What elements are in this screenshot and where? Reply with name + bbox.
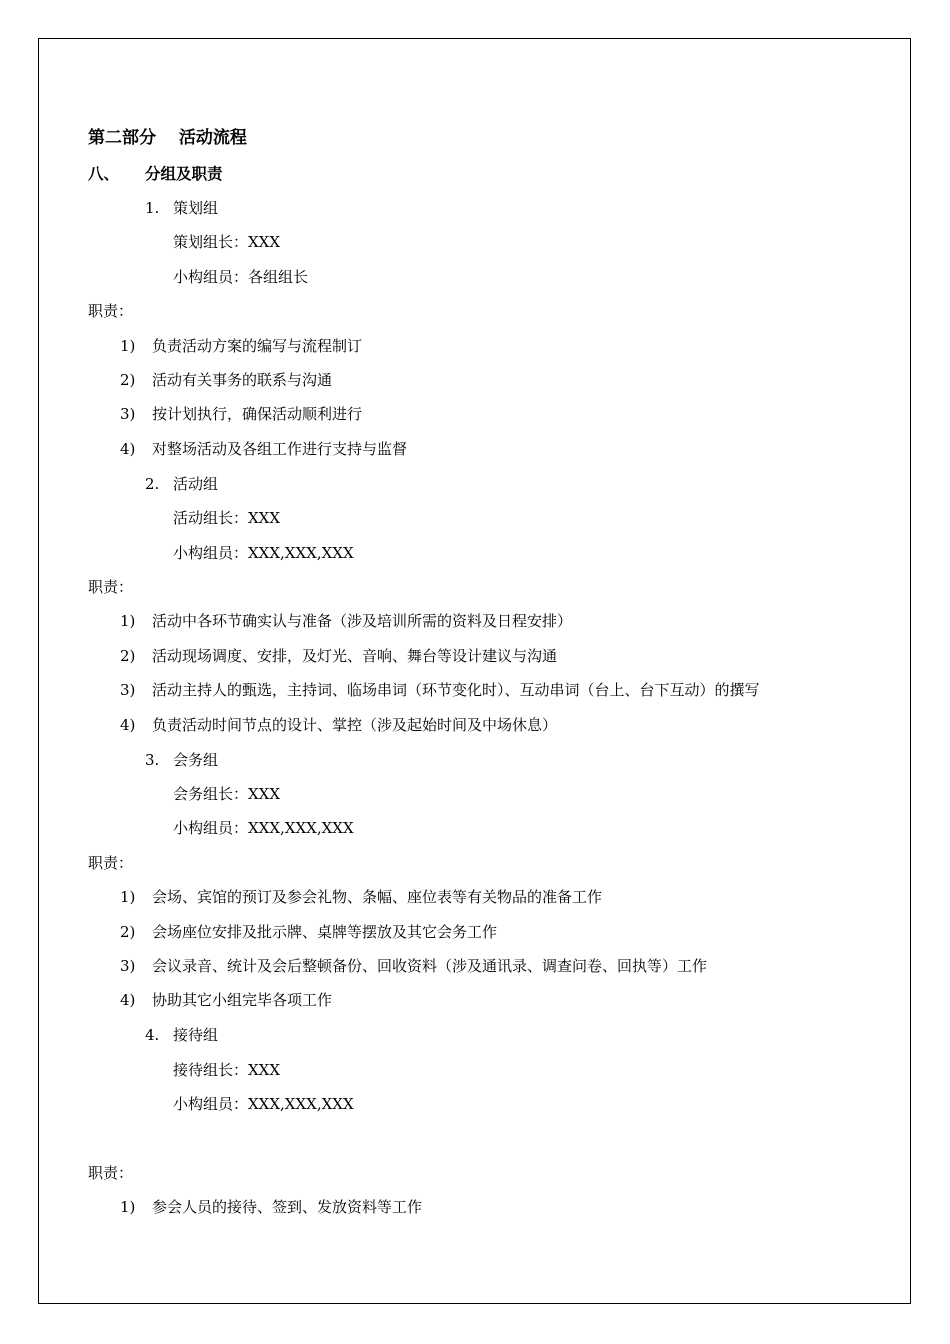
duty-item [120, 646, 557, 666]
duty-number: 1) [120, 337, 136, 355]
duty-text: 参会人员的接待、签到、发放资料等工作 [152, 1198, 423, 1216]
duty-item [120, 956, 707, 976]
group-members: 小构组员：XXX,XXX,XXX [173, 1095, 354, 1113]
group-heading [145, 198, 218, 218]
duty-text: 协助其它小组完毕各项工作 [152, 991, 333, 1009]
duty-text: 会场座位安排及批示牌、桌牌等摆放及其它会务工作 [152, 923, 498, 941]
duty-number: 2) [120, 923, 136, 941]
duty-text: 会议录音、统计及会后整顿备份、回收资料（涉及通讯录、调查问卷、回执等）工作 [152, 957, 708, 975]
group-name: 接待组 [173, 1026, 219, 1044]
duty-number: 4) [120, 440, 136, 458]
duty-item [120, 715, 557, 735]
duty-number: 2) [120, 371, 136, 389]
section-number: 八、 [88, 164, 120, 183]
duty-text: 按计划执行，确保活动顺利进行 [152, 405, 363, 423]
group-index: 4. [145, 1026, 160, 1044]
duty-item [120, 922, 497, 942]
group-members: 小构组员：XXX,XXX,XXX [173, 544, 354, 562]
group-name: 策划组 [173, 199, 219, 217]
duty-item [120, 887, 602, 907]
group-name: 会务组 [173, 751, 219, 769]
duty-item [120, 336, 362, 356]
duty-item [120, 611, 572, 631]
duty-number: 3) [120, 405, 136, 423]
duty-text: 活动有关事务的联系与沟通 [152, 371, 333, 389]
duty-text: 活动中各环节确实认与准备（涉及培训所需的资料及日程安排） [152, 612, 573, 630]
duty-text: 负责活动方案的编写与流程制订 [152, 337, 363, 355]
duty-text: 活动现场调度、安排，及灯光、音响、舞台等设计建议与沟通 [152, 647, 558, 665]
group-members: 小构组员：XXX,XXX,XXX [173, 819, 354, 837]
duty-number: 4) [120, 991, 136, 1009]
duty-number: 2) [120, 647, 136, 665]
group-leader: 策划组长：XXX [173, 233, 281, 251]
duty-text: 对整场活动及各组工作进行支持与监督 [152, 440, 408, 458]
duty-item [120, 680, 760, 700]
duty-number: 1) [120, 1198, 136, 1216]
duty-item [120, 370, 332, 390]
duty-number: 3) [120, 681, 136, 699]
group-index: 2. [145, 475, 160, 493]
duties-label: 职责： [88, 578, 134, 596]
group-index: 1. [145, 199, 160, 217]
group-heading [145, 1025, 218, 1045]
duty-number: 4) [120, 716, 136, 734]
group-name: 活动组 [173, 475, 219, 493]
duty-item [120, 1197, 422, 1217]
duty-item [120, 404, 362, 424]
part-title: 第二部分 活动流程 [88, 128, 247, 148]
duties-label: 职责： [88, 854, 134, 872]
group-leader: 接待组长：XXX [173, 1061, 281, 1079]
duties-label: 职责： [88, 302, 134, 320]
duty-text: 活动主持人的甄选，主持词、临场串词（环节变化时）、互动串词（台上、台下互动）的撰写 [152, 681, 760, 699]
group-heading [145, 750, 218, 770]
group-members: 小构组员：各组组长 [173, 268, 309, 286]
group-leader: 活动组长：XXX [173, 509, 281, 527]
duty-text: 负责活动时间节点的设计、掌控（涉及起始时间及中场休息） [152, 716, 558, 734]
page-border [38, 38, 911, 1304]
section-title: 分组及职责 [145, 164, 223, 183]
duty-number: 1) [120, 612, 136, 630]
duty-item [120, 439, 407, 459]
duties-label: 职责： [88, 1164, 134, 1182]
duty-number: 1) [120, 888, 136, 906]
group-index: 3. [145, 751, 160, 769]
duty-number: 3) [120, 957, 136, 975]
duty-item [120, 990, 332, 1010]
group-leader: 会务组长：XXX [173, 785, 281, 803]
group-heading [145, 474, 218, 494]
duty-text: 会场、宾馆的预订及参会礼物、条幅、座位表等有关物品的准备工作 [152, 888, 603, 906]
